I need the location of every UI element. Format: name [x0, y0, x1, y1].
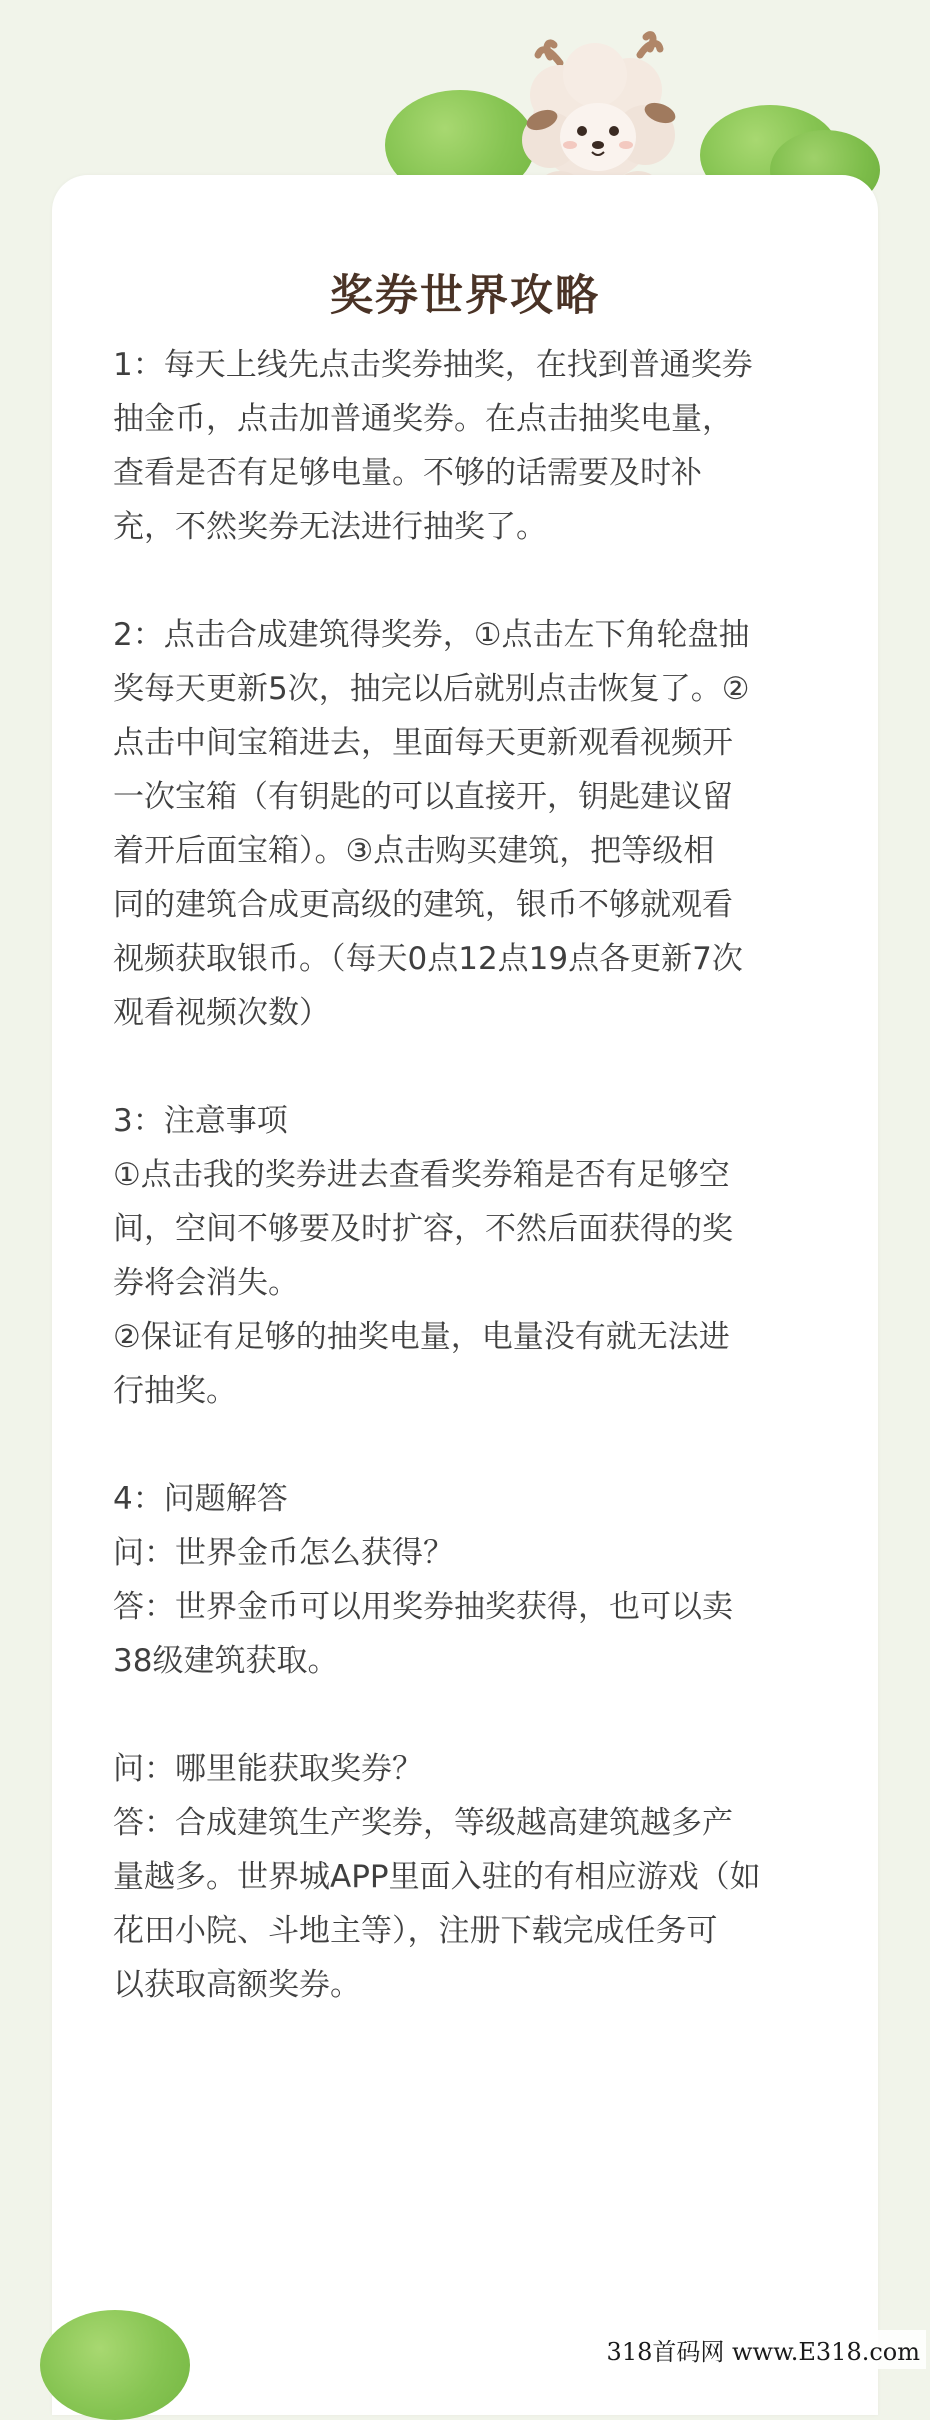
paragraph-gap — [113, 554, 813, 608]
section-4-paragraph: 4：问题解答 问：世界金币怎么获得？ 答：世界金币可以用奖券抽奖获得，也可以卖 38级建筑获取。 — [113, 1481, 733, 1679]
section-3-paragraph: 3：注意事项 ①点击我的奖券进去查看奖券箱是否有足够空 间，空间不够要及时扩容，不然后面获得的奖 券将会消失。 ②保证有足够的抽奖电量，电量没有就无法进 行抽奖。 — [113, 1103, 733, 1409]
section-5-paragraph: 问：哪里能获取奖券？ 答：合成建筑生产奖券，等级越高建筑越多产 量越多。世界城APP里面入驻的有相应游戏（如 花田小院、斗地主等），注册下载完成任务可 以获取高额奖券。 — [113, 1751, 761, 2003]
paragraph-gap — [113, 1418, 813, 1472]
section-2-paragraph: 2：点击合成建筑得奖券，①点击左下角轮盘抽 奖每天更新5次，抽完以后就别点击恢复了。② 点击中间宝箱进去，里面每天更新观看视频开 一次宝箱（有钥匙的可以直接开，钥匙建议留 着开后面宝箱）。③点击购买建筑，把等级相 同的建筑合成更高级的建筑，银币不够就观看 视频获取银币。（每天0点12点19点各更新7次 观看视频次数） — [113, 617, 750, 1031]
paragraph-gap — [113, 1688, 813, 1742]
page-title: 奖券世界攻略 — [330, 271, 600, 321]
bush-decoration-bottom — [40, 2310, 190, 2420]
section-1-paragraph: 1：每天上线先点击奖券抽奖，在找到普通奖券 抽金币，点击加普通奖券。在点击抽奖电量， 查看是否有足够电量。不够的话需要及时补 充，不然奖券无法进行抽奖了。 — [113, 347, 753, 545]
paragraph-gap — [113, 1040, 813, 1094]
site-watermark: 318首码网 www.E318.com — [601, 2330, 926, 2369]
article-body — [113, 338, 813, 2012]
